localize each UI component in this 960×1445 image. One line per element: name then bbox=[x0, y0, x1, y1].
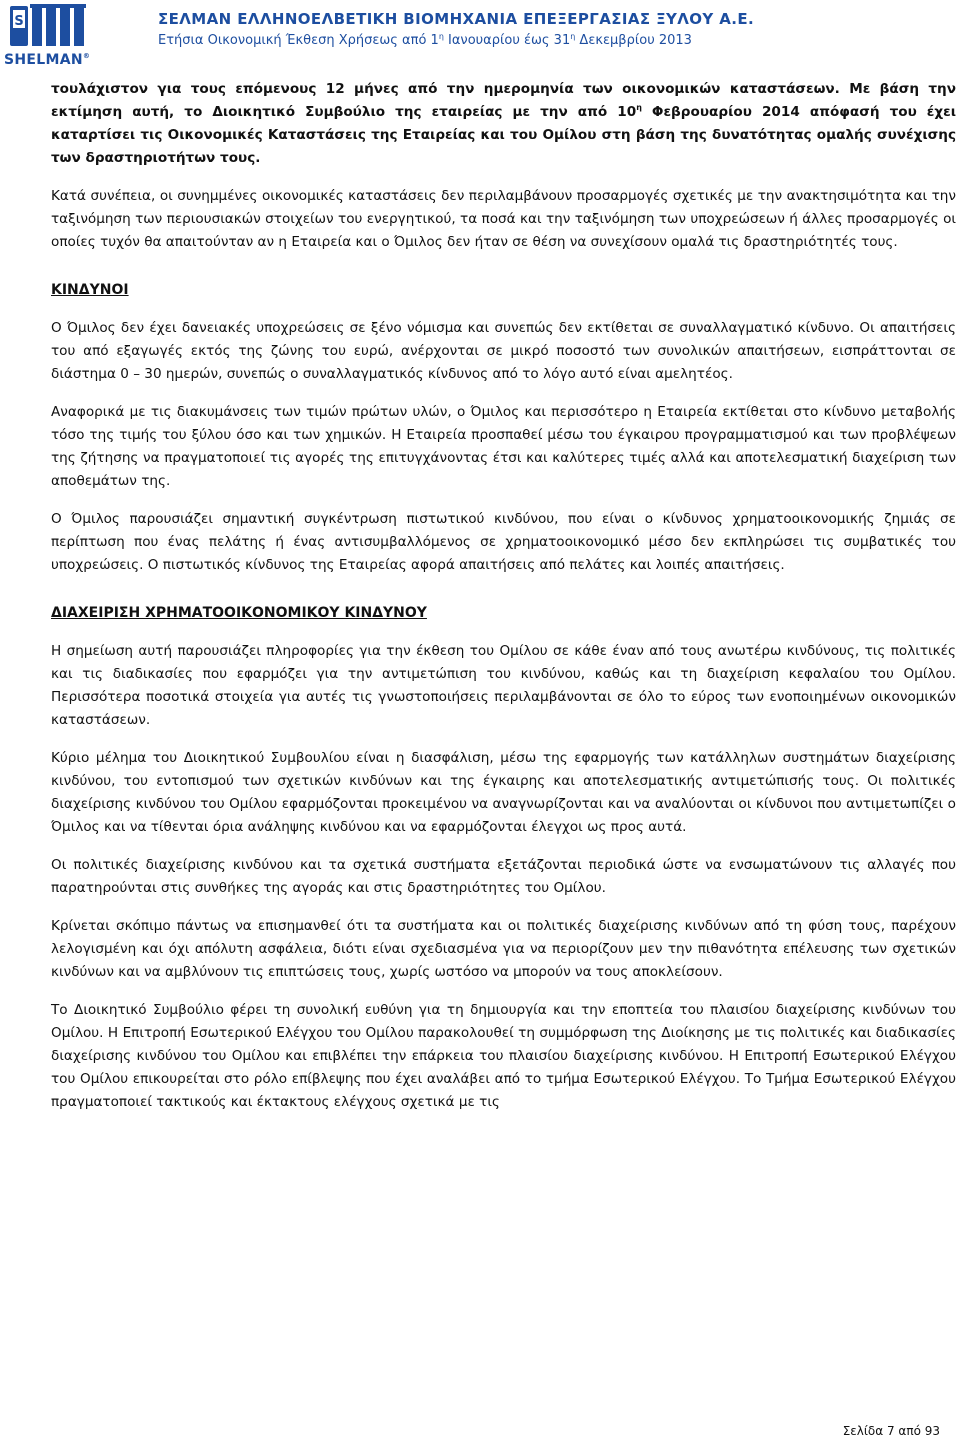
raw-material-risk-paragraph: Αναφορικά με τις διακυμάνσεις των τιμών πρώτων υλών, ο Όμιλος και περισσότερο η Εταιρεία εκτίθεται στο κίνδυνο μεταβολής τόσο της τιμής του ξύλου όσο και των χημικών. Η Εταιρεία προσπαθεί μέσω του έγκαιρου προγραμματισμού και των προβλέψεων της ζήτησης να πραγματοποιεί τις αγορές της επιτυγχάνοντας έτσι και καλύτερες τιμές αλλά και αποτελεσματική διαχείριση των αποθεμάτων της. bbox=[51, 404, 956, 489]
report-subtitle: Ετήσια Οικονομική Έκθεση Χρήσεως από $1^\eta$ Ιανουαρίου έως $31^\eta$ Δεκεμβρίου 2013 bbox=[158, 32, 692, 48]
management-paragraph: Το Διοικητικό Συμβούλιο φέρει τη συνολική ευθύνη για τη δημιουργία και την εποπτεία του πλαισίου διαχείρισης κινδύνων του Ομίλου. Η Επιτροπή Εσωτερικού Ελέγχου του Ομίλου παρακολουθεί τη συμμόρφωση της Διοίκησης με τις πολιτικές και διαδικασίες διαχείρισης κινδύνου του Ομίλου και επιβλέπει την επάρκεια του πλαισίου διαχείρισης κινδύνου. Η Επιτροπή Εσωτερικού Ελέγχου του Ομίλου επικουρείται στο ρόλο επίβλεψης που έχει αναλάβει από το τμήμα Εσωτερικού Ελέγχου. Το Τμήμα Εσωτερικού Ελέγχου πραγματοποιεί τακτικούς και έκτακτους ελέγχους σχετικά με τις bbox=[51, 1002, 956, 1110]
shelman-logo bbox=[4, 2, 92, 70]
company-name: ΣΕΛΜΑΝ ΕΛΛΗΝΟΕΛΒΕΤΙΚΗ ΒΙΟΜΗΧΑΝΙΑ ΕΠΕΞΕΡΓΑΣΙΑΣ ΞΥΛΟΥ Α.Ε. bbox=[158, 10, 755, 28]
fx-risk-paragraph: Ο Όμιλος δεν έχει δανειακές υποχρεώσεις σε ξένο νόμισμα και συνεπώς δεν εκτίθεται σε συναλλαγματικό κίνδυνο. Οι απαιτήσεις του από εξαγωγές εκτός της ζώνης του ευρώ, ανέρχονται σε μικρό ποσοστό των συνολικών απαιτήσεων, εισπράττονται σε διάστημα 0 – 30 ημερών, συνεπώς ο συναλλαγματικός κίνδυνος από το λόγο αυτό είναι αμελητέος. bbox=[51, 320, 956, 382]
svg-text:S: S bbox=[14, 14, 24, 29]
management-paragraph: Η σημείωση αυτή παρουσιάζει πληροφορίες για την έκθεση του Ομίλου σε κάθε έναν από τους ανωτέρω κινδύνους, τις πολιτικές και τις διαδικασίες που εφαρμόζει για την αντιμετώπιση του κινδύνου, καθώς και τη διαχείριση κεφαλαίου του Ομίλου. Περισσότερα ποσοτικά στοιχεία για αυτές τις γνωστοποιήσεις περιλαμβάνονται σε όλο το εύρος των ενοποιημένων οικονομικών καταστάσεων. bbox=[51, 643, 956, 728]
management-paragraph: Κρίνεται σκόπιμο πάντως να επισημανθεί ότι τα συστήματα και οι πολιτικές διαχείρισης κινδύνων από τη φύση τους, παρέχουν λελογισμένη και όχι απόλυτη ασφάλεια, διότι είναι σχεδιασμένα για να περιορίζουν μεν την πιθανότητα επέλευσης των σχετικών κινδύνων και να αμβλύνουν τις επιπτώσεις τους, χωρίς ωστόσο να μπορούν να τους αποκλείσουν. bbox=[51, 918, 956, 980]
consequence-paragraph: Κατά συνέπεια, οι συνημμένες οικονομικές καταστάσεις δεν περιλαμβάνουν προσαρμογές σχετικές με την ανακτησιμότητα και την ταξινόμηση των περιουσιακών στοιχείων του ενεργητικού, τα ποσά και την ταξινόμηση των υποχρεώσεων ή άλλες προσαρμογές οι οποίες τυχόν θα απαιτούνταν αν η Εταιρεία και ο Όμιλος δεν ήταν σε θέση να συνεχίσουν ομαλά τις δραστηριότητές τους. bbox=[51, 188, 956, 250]
page-number: Σελίδα 7 από 93 bbox=[842, 1424, 940, 1438]
management-paragraph: Κύριο μέλημα του Διοικητικού Συμβουλίου είναι η διασφάλιση, μέσω της εφαρμογής των κατάλληλων συστημάτων διαχείρισης κινδύνου, του εντοπισμού των σχετικών κινδύνων και της έγκαιρης και αποτελεσματικής αντιμετώπισής τους. Οι πολιτικές διαχείρισης κινδύνου του Ομίλου εφαρμόζονται προκειμένου να αναγνωρίζονται και να αναλύονται οι κίνδυνοι που αντιμετωπίζει ο Όμιλος και να τίθενται όρια ανάληψης κινδύνου και να εφαρμόζονται έλεγχοι ως προς αυτά. bbox=[51, 750, 956, 835]
credit-risk-paragraph: Ο Όμιλος παρουσιάζει σημαντική συγκέντρωση πιστωτικού κινδύνου, που είναι ο κίνδυνος χρηματοοικονομικής ζημιάς σε περίπτωση που ένας πελάτης ή ένας αντισυμβαλλόμενος σε χρηματοοικονομικό μέσο δεν εκπληρώσει τις συμβατικές του υποχρεώσεις. Ο πιστωτικός κίνδυνος της Εταιρείας αφορά απαιτήσεις από πελάτες και λοιπές απαιτήσεις. bbox=[51, 511, 956, 573]
risks-heading: ΚΙΝΔΥΝΟΙ bbox=[51, 282, 129, 298]
logo-wordmark: SHELMAN® bbox=[4, 52, 91, 68]
page-header bbox=[0, 0, 960, 75]
management-paragraph: Οι πολιτικές διαχείρισης κινδύνου και τα σχετικά συστήματα εξετάζονται περιοδικά ώστε να ενσωματώνουν τις αλλαγές που παρατηρούνται στις συνθήκες της αγοράς και στις δραστηριότητες του Ομίλου. bbox=[51, 857, 956, 896]
intro-paragraph: τουλάχιστον για τους επόμενους 12 μήνες από την ημερομηνία των οικονομικών καταστάσεων. Με βάση την εκτίμηση αυτή, το Διοικητικό Συμβούλιο της εταιρείας με την από $10^\eta$ Φεβρουαρίου 2014 απόφασή του έχει καταρτίσει τις Οικονομικές Καταστάσεις της Εταιρείας και του Ομίλου στη βάση της δυνατότητας ομαλής συνέχισης των δραστηριοτήτων τους. bbox=[51, 81, 957, 166]
document-body bbox=[51, 78, 956, 1114]
risk-management-heading: ΔΙΑΧΕΙΡΙΣΗ ΧΡΗΜΑΤΟΟΙΚΟΝΟΜΙΚΟΥ ΚΙΝΔΥΝΟΥ bbox=[51, 605, 427, 621]
